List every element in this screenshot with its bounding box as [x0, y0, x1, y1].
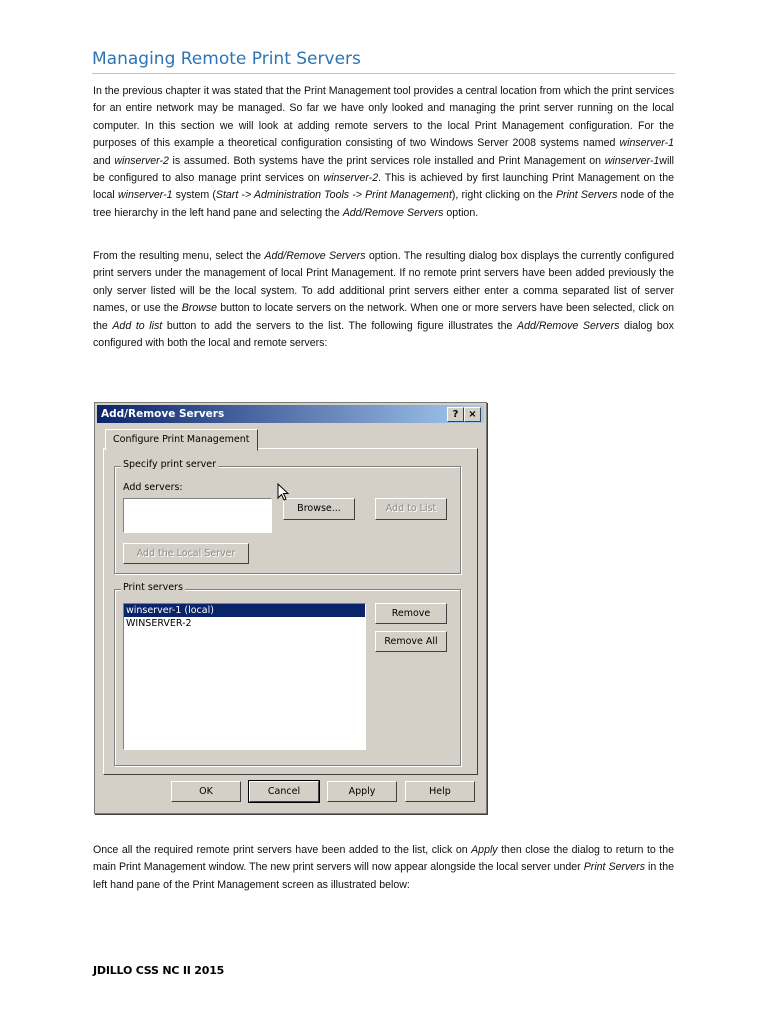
text-run: In the previous chapter it was stated that the Print Management tool provides a central location from which the print services for an entire network may be managed. So far we have only looked and managing the print server running on the local computer. In this section we will look at adding remote servers to the local Print Management configuration. For the purposes of this example a theoretical configuration consisting of two Windows Server 2008 systems named — [93, 85, 674, 150]
text-run: From the resulting menu, select the — [93, 250, 265, 262]
text-run: node of the tree hierarchy in the left hand pane and selecting the — [93, 189, 674, 219]
text-run: Add/Remove Servers — [517, 319, 620, 332]
text-run: Add/Remove Servers — [264, 250, 366, 262]
text-run: Print Servers — [555, 189, 618, 202]
text-run: winserver-2 — [114, 154, 169, 167]
text-run: Browse — [181, 302, 218, 315]
add-to-list-button[interactable]: Add to List — [375, 498, 447, 520]
specify-print-server-label: Specify print server — [123, 459, 217, 470]
text-run: system ( — [172, 189, 216, 202]
text-run: Once all the required remote print servers have been added to the list, click on — [93, 844, 472, 856]
text-run: winserver-1 — [604, 154, 660, 167]
text-run: and — [93, 154, 115, 167]
add-remove-servers-dialog — [94, 402, 487, 814]
text-run: ), right clicking on the — [451, 189, 556, 202]
text-run: Apply — [471, 844, 498, 856]
close-icon[interactable]: × — [464, 407, 481, 422]
print-servers-list[interactable] — [123, 603, 366, 750]
text-run: dialog box configured with both the local and remote servers: — [93, 319, 674, 350]
cancel-button[interactable]: Cancel — [249, 781, 319, 802]
text-run: is assumed. Both systems have the print services role installed and Print Management on — [168, 154, 605, 167]
paragraph-intro — [93, 83, 674, 222]
tab-panel — [103, 448, 478, 775]
text-run: then close the dialog to return to the main Print Management window. The new print servers will now appear alongside the local server under — [93, 844, 675, 874]
ok-button[interactable]: OK — [171, 781, 241, 802]
text-run: will be configured to also manage print services on — [93, 154, 675, 185]
list-item[interactable]: WINSERVER-2 — [126, 618, 192, 629]
text-run: winserver-1 — [117, 189, 173, 202]
text-run: button to locate servers on the network. When one or more servers have been selected, click on the — [93, 302, 674, 332]
apply-button[interactable]: Apply — [327, 781, 397, 802]
dialog-title: Add/Remove Servers — [101, 408, 225, 420]
help-icon[interactable]: ? — [447, 407, 464, 422]
text-run: Add to list — [112, 319, 163, 332]
list-item[interactable]: winserver-1 (local) — [124, 604, 365, 617]
text-run: winserver-2 — [323, 172, 379, 185]
paragraph-menu — [93, 248, 674, 352]
text-run: Add/Remove Servers — [342, 206, 444, 219]
text-run: Start -> Administration Tools -> Print Management — [215, 189, 452, 202]
text-run: . This is achieved by first launching Print Management on the local — [93, 172, 674, 202]
text-run: winserver-1 — [619, 137, 674, 150]
print-servers-group — [114, 582, 461, 766]
remove-all-button[interactable]: Remove All — [375, 631, 447, 652]
add-servers-input[interactable] — [123, 498, 272, 533]
add-servers-label: Add servers: — [123, 482, 183, 493]
print-servers-label: Print servers — [123, 582, 183, 593]
text-run: button to add the servers to the list. The following figure illustrates the — [162, 319, 518, 332]
footer: JDILLO CSS NC II 2015 — [93, 964, 225, 977]
tab-configure-print-management[interactable]: Configure Print Management — [105, 429, 258, 451]
paragraph-after-dialog — [93, 842, 674, 894]
add-local-server-button[interactable]: Add the Local Server — [123, 543, 249, 564]
text-run: in the left hand pane of the Print Management screen as illustrated below: — [93, 861, 674, 891]
text-run: option. — [443, 206, 479, 219]
text-run: option. The resulting dialog box displays the currently configured print servers under the management of local Print Management. If no remote print servers have been added previously the only server listed will be the local system. To add additional print servers either enter a comma separated list of server names, or use the — [93, 250, 674, 315]
remove-button[interactable]: Remove — [375, 603, 447, 624]
page-title: Managing Remote Print Servers — [92, 49, 675, 74]
text-run: Print Servers — [583, 861, 646, 874]
mouse-pointer-icon — [277, 483, 289, 501]
help-button[interactable]: Help — [405, 781, 475, 802]
browse-button[interactable]: Browse... — [283, 498, 355, 520]
dialog-titlebar — [97, 405, 484, 423]
